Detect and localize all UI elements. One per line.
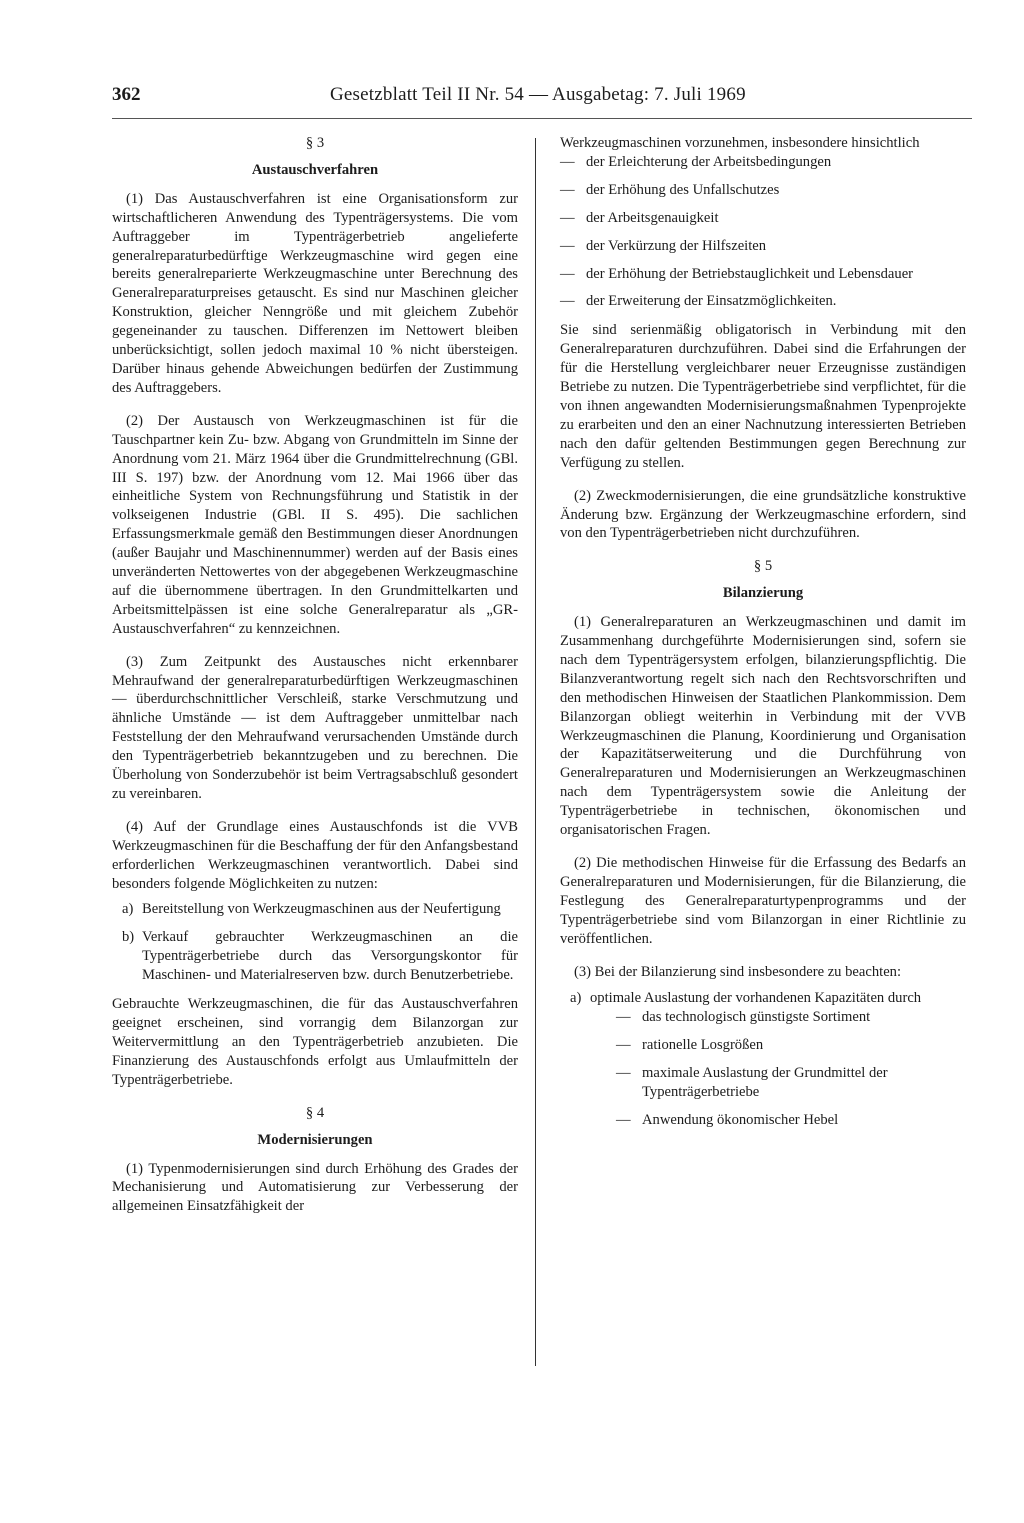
- running-head: Gesetzblatt Teil II Nr. 54 — Ausgabetag: 7. Juli 1969: [330, 84, 746, 105]
- section-4-dash-list: [560, 153, 966, 311]
- section-5-number: § 5: [753, 558, 773, 575]
- item-text: der Verkürzung der Hilfszeiten: [586, 237, 767, 254]
- section-4-paragraph-1-start: (1) Typenmodernisierungen sind durch Erhöhung des Grades der Mechanisierung und Automatisierung zur Verbesserung der allgemeinen Einsatzfähigkeit der: [112, 1160, 518, 1215]
- section-5-sub-list: [616, 1008, 966, 1130]
- list-item: [560, 181, 966, 200]
- section-3-number: § 3: [305, 135, 325, 151]
- section-3-title: Austauschverfahren: [251, 161, 379, 178]
- section-3-paragraph-1: (1) Das Austauschverfahren ist eine Organisationsform zur wirtschaftlicheren Anwendung des Typenträgersystems. Die vom Auftraggeber im Typenträgerbetrieb angelieferte generalreparaturbedürftige Werkzeugmaschine wird gegen eine bereits generalreparierte Werkzeugmaschine unter Berechnung des Generalreparaturpreises getauscht. Es sind nur Maschinen gleicher Konstruktion, gleicher Nenngröße und mit gleichem Zubehör gegeneinander zu tauschen. Differenzen im Nettowert bleiben unberücksichtigt, sollen jedoch maximal 10 % nicht übersteigen. Darüber hinaus gehende Abweichungen bedürfen der Zustimmung des Auftraggebers.: [112, 190, 518, 396]
- dash-marker: —: [560, 265, 575, 282]
- item-text: das technologisch günstigste Sortiment: [642, 1009, 871, 1026]
- list-item: [560, 292, 966, 311]
- page-header: [112, 84, 768, 110]
- section-5-paragraph-1: (1) Generalreparaturen an Werkzeugmaschinen und damit im Zusammenhang durchgeführte Modernisierungen sind, sofern sie nach dem Typenträgersystem erfolgen, bilanzierungspflichtig. Die Bilanzverantwortung regelt sich nach den Rechtsvorschriften und den methodischen Hinweisen der Staatlichen Plankommission. Dem Bilanzorgan obliegt weiterhin in Verbindung mit der VVB Werkzeugmaschinen die Planung, Koordinierung und Organisation der Kapazitätserweiterung und die Durchführung von Generalreparaturen und Modernisierungen an Werkzeugmaschinen nach dem Typenträgersystem sowie die Anleitung der Typenträgerbetriebe in technischen, ökonomischen und organisatorischen Fragen.: [560, 614, 966, 839]
- item-text: optimale Auslastung der vorhandenen Kapazitäten durch: [590, 990, 922, 1007]
- header-rule: [112, 118, 972, 119]
- section-5-item-a: [560, 989, 966, 1129]
- right-column: [560, 134, 966, 1139]
- section-3-paragraph-3: (3) Zum Zeitpunkt des Austausches nicht erkennbarer Mehraufwand der generalreparaturbedürftigen Werkzeugmaschinen — überdurchschnittlicher Verschleiß, starke Verschmutzung und ähnliche Umstände — ist dem Auftraggeber unmittelbar nach Feststellung der den Mehraufwand verursachenden Umstände durch den Typenträgerbetrieb bekanntzugeben und zu berechnen. Die Überholung von Sonderzubehör ist beim Vertragsabschluß gesondert zu vereinbaren.: [112, 653, 518, 802]
- section-4-paragraph-2: (2) Zweckmodernisierungen, die eine grundsätzliche konstruktive Änderung bzw. Ergänzung der Werkzeugmaschine erfordern, sind von den Typenträgerbetrieben nicht durchzuführen.: [560, 487, 966, 542]
- left-column: [112, 134, 518, 1216]
- list-item: [112, 900, 518, 919]
- dash-marker: —: [560, 237, 575, 254]
- item-text: der Arbeitsgenauigkeit: [586, 209, 719, 226]
- list-item: [560, 153, 966, 172]
- dash-marker: —: [616, 1009, 631, 1026]
- section-5-paragraph-2: (2) Die methodischen Hinweise für die Erfassung des Bedarfs an Generalreparaturen und Modernisierungen, für die Bilanzierung, die Festlegung des Generalreparaturtypenprogramms und der Typenträgerbetriebe sind vom Bilanzorgan in einer Richtlinie zu veröffentlichen.: [560, 855, 966, 947]
- item-text: der Erweiterung der Einsatzmöglichkeiten.: [586, 293, 837, 310]
- dash-marker: —: [616, 1111, 631, 1128]
- item-text: Anwendung ökonomischer Hebel: [642, 1111, 839, 1128]
- item-text: maximale Auslastung der Grundmittel der Typenträgerbetriebe: [642, 1065, 888, 1101]
- section-4-number: § 4: [305, 1104, 325, 1121]
- item-text: Verkauf gebrauchter Werkzeugmaschinen an die Typenträgerbetriebe durch das Versorgungskontor für Maschinen- und Materialreserven bzw. durch Benutzerbetriebe.: [142, 929, 518, 984]
- section-4-paragraph-1-full: [0, 0, 1, 1]
- dash-marker: —: [560, 209, 575, 226]
- item-marker: a): [122, 900, 134, 917]
- item-text: rationelle Losgrößen: [642, 1037, 764, 1054]
- list-item: [616, 1036, 966, 1055]
- item-marker: b): [122, 929, 135, 946]
- list-item: [560, 237, 966, 256]
- dash-marker: —: [560, 153, 575, 170]
- list-item: [616, 1064, 966, 1102]
- section-5-title: Bilanzierung: [722, 585, 804, 602]
- list-item: [560, 265, 966, 284]
- section-4-paragraph-1-continued: Werkzeugmaschinen vorzunehmen, insbesondere hinsichtlich: [560, 135, 920, 151]
- column-divider: [535, 138, 536, 1366]
- item-text: Bereitstellung von Werkzeugmaschinen aus der Neufertigung: [142, 900, 501, 917]
- dash-marker: —: [616, 1037, 631, 1054]
- section-4-title: Modernisierungen: [257, 1131, 373, 1148]
- section-4-paragraph-1b: Sie sind serienmäßig obligatorisch in Verbindung mit den Generalreparaturen durchzuführen. Dabei sind die Erfahrungen der für die Herstellung vergleichbarer neuer Erzeugnisse zuständigen Betriebe zu nutzen. Die Typenträgerbetriebe sind verpflichtet, für die von ihnen angewandten Modernisierungsmaßnahmen Typenprojekte zu erarbeiten und den an einer Nachnutzung interessierten Betrieben nach den dafür geltenden Bestimmungen gegen Berechnung zur Verfügung zu stellen.: [560, 322, 966, 471]
- dash-marker: —: [616, 1065, 631, 1082]
- item-text: der Erhöhung der Betriebstauglichkeit und Lebensdauer: [586, 265, 914, 282]
- section-3-paragraph-2: (2) Der Austausch von Werkzeugmaschinen ist für die Tauschpartner kein Zu- bzw. Abgang von Grundmitteln im Sinne der Anordnung vom 21. März 1964 über die Grundmittelrechnung (GBl. III S. 197) bzw. der Anordnung vom 12. Mai 1966 über das einheitliche System von Rechnungsführung und Statistik in der volkseigenen Industrie (GBl. II S. 495). Die sachlichen Erfassungsmerkmale gemäß den Bestimmungen dieser Anordnungen (außer Baujahr und Maschinennummer) werden auf der Basis eines unveränderten Nettowertes von der abgegebenen Werkzeugmaschine auf die übernommene übertragen. In den Grundmittelkarten und Arbeitsmittelpässen ist eine solche Generalreparatur als „GR-Austauschverfahren“ zu kennzeichnen.: [112, 412, 518, 637]
- page-number: 362: [112, 84, 141, 105]
- section-3-paragraph-4: (4) Auf der Grundlage eines Austauschfonds ist die VVB Werkzeugmaschinen für die Beschaffung der für den Anfangsbestand erforderlichen Werkzeugmaschinen verantwortlich. Dabei sind besonders folgende Möglichkeiten zu nutzen:: [112, 818, 518, 892]
- list-item: [560, 209, 966, 228]
- list-item: [616, 1111, 966, 1130]
- dash-marker: —: [560, 181, 575, 198]
- section-3-item-list: [112, 900, 518, 986]
- item-text: der Erleichterung der Arbeitsbedingungen: [586, 153, 832, 170]
- list-item: [112, 928, 518, 985]
- section-5-paragraph-3: (3) Bei der Bilanzierung sind insbesondere zu beachten:: [574, 963, 902, 980]
- item-text: der Erhöhung des Unfallschutzes: [586, 181, 780, 198]
- dash-marker: —: [560, 293, 575, 310]
- list-item: [616, 1008, 966, 1027]
- section-3-paragraph-5: Gebrauchte Werkzeugmaschinen, die für das Austauschverfahren geeignet erscheinen, sind vorrangig dem Bilanzorgan zur Weitervermittlung an den Typenträgerbetrieb anzubieten. Die Finanzierung des Austauschfonds erfolgt aus Umlaufmitteln der Typenträgerbetriebe.: [112, 996, 518, 1088]
- item-marker: a): [570, 990, 582, 1007]
